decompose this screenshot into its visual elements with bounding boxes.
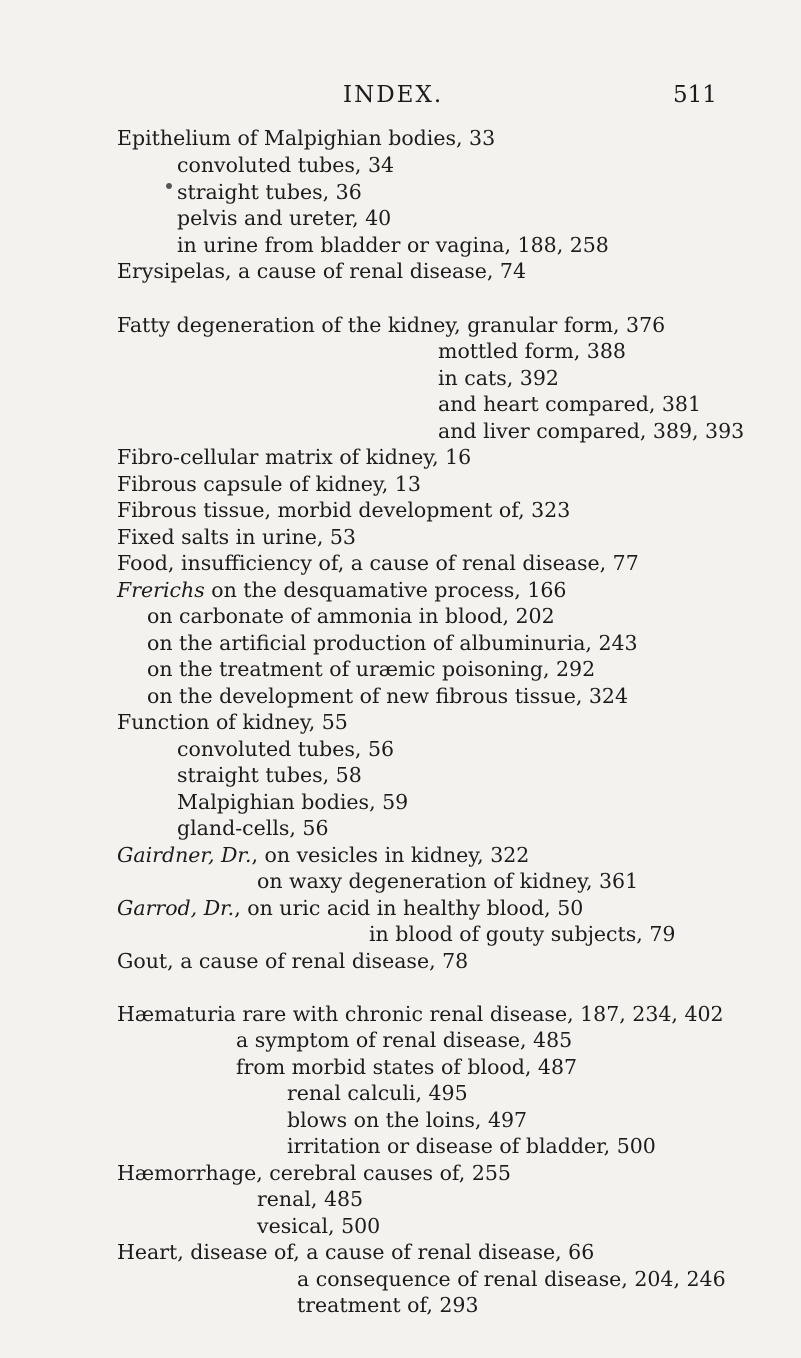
- index-subentry: pelvis and ureter, 40: [177, 206, 392, 230]
- index-entry: [117, 841, 529, 869]
- index-subentry: gland-cells, 56: [177, 816, 329, 840]
- index-subentry: on the development of new fibrous tissue, 324: [147, 684, 629, 708]
- index-subentry: straight tubes, 58: [177, 763, 362, 787]
- index-entry: Fibro-cellular matrix of kidney, 16: [117, 445, 472, 469]
- index-subentry: straight tubes, 36: [177, 180, 362, 204]
- index-entry: Hæmaturia rare with chronic renal disease, 187, 234, 402: [117, 1002, 724, 1026]
- index-subentry: on the artificial production of albuminuria, 243: [147, 631, 638, 655]
- index-subentry: irritation or disease of bladder, 500: [287, 1134, 656, 1158]
- entry-text: , on uric acid in healthy blood, 50: [234, 896, 584, 920]
- index-subentry: vesical, 500: [257, 1214, 381, 1238]
- index-entry: Fixed salts in urine, 53: [117, 525, 356, 549]
- index-entry: Fatty degeneration of the kidney, granular form, 376: [117, 313, 666, 337]
- index-subentry: on waxy degeneration of kidney, 361: [257, 869, 639, 893]
- index-subentry: blows on the loins, 497: [287, 1108, 528, 1132]
- index-entry: Epithelium of Malpighian bodies, 33: [117, 126, 496, 150]
- index-subentry: convoluted tubes, 34: [177, 153, 395, 177]
- index-subentry: a symptom of renal disease, 485: [236, 1028, 573, 1052]
- author-name: Frerichs: [117, 578, 205, 602]
- index-entry: Fibrous tissue, morbid development of, 323: [117, 498, 571, 522]
- page-number: 511: [673, 82, 717, 108]
- index-subentry: on the treatment of uræmic poisoning, 292: [147, 657, 596, 681]
- page-header: [0, 82, 801, 122]
- index-subentry: mottled form, 388: [438, 339, 626, 363]
- index-subentry: and liver compared, 389, 393: [438, 419, 745, 443]
- author-name: Gairdner, Dr.: [117, 843, 252, 867]
- index-entry: [117, 576, 566, 604]
- index-subentry: from morbid states of blood, 487: [236, 1055, 578, 1079]
- index-subentry: renal, 485: [257, 1187, 364, 1211]
- index-entry: Erysipelas, a cause of renal disease, 74: [117, 259, 527, 283]
- index-entry: Fibrous capsule of kidney, 13: [117, 472, 421, 496]
- index-subentry: convoluted tubes, 56: [177, 737, 395, 761]
- index-subentry: a consequence of renal disease, 204, 246: [297, 1267, 726, 1291]
- entry-text: , on vesicles in kidney, 322: [251, 843, 530, 867]
- index-entry: Food, insufficiency of, a cause of renal disease, 77: [117, 551, 639, 575]
- index-entry: [117, 894, 583, 922]
- index-subentry: and heart compared, 381: [438, 392, 701, 416]
- index-subentry: Malpighian bodies, 59: [177, 790, 409, 814]
- index-subentry: renal calculi, 495: [287, 1081, 468, 1105]
- running-title: INDEX.: [343, 82, 444, 108]
- bullet-mark: [166, 183, 172, 189]
- index-subentry: in cats, 392: [438, 366, 559, 390]
- index-entry: Heart, disease of, a cause of renal disease, 66: [117, 1240, 595, 1264]
- index-entry: Hæmorrhage, cerebral causes of, 255: [117, 1161, 511, 1185]
- entry-text: on the desquamative process, 166: [204, 578, 567, 602]
- index-subentry: in urine from bladder or vagina, 188, 258: [177, 233, 609, 257]
- author-name: Garrod, Dr.: [117, 896, 235, 920]
- index-subentry: treatment of, 293: [297, 1293, 479, 1317]
- index-entry: Gout, a cause of renal disease, 78: [117, 949, 469, 973]
- index-subentry: in blood of gouty subjects, 79: [369, 922, 676, 946]
- index-subentry: on carbonate of ammonia in blood, 202: [147, 604, 555, 628]
- index-entry: Function of kidney, 55: [117, 710, 348, 734]
